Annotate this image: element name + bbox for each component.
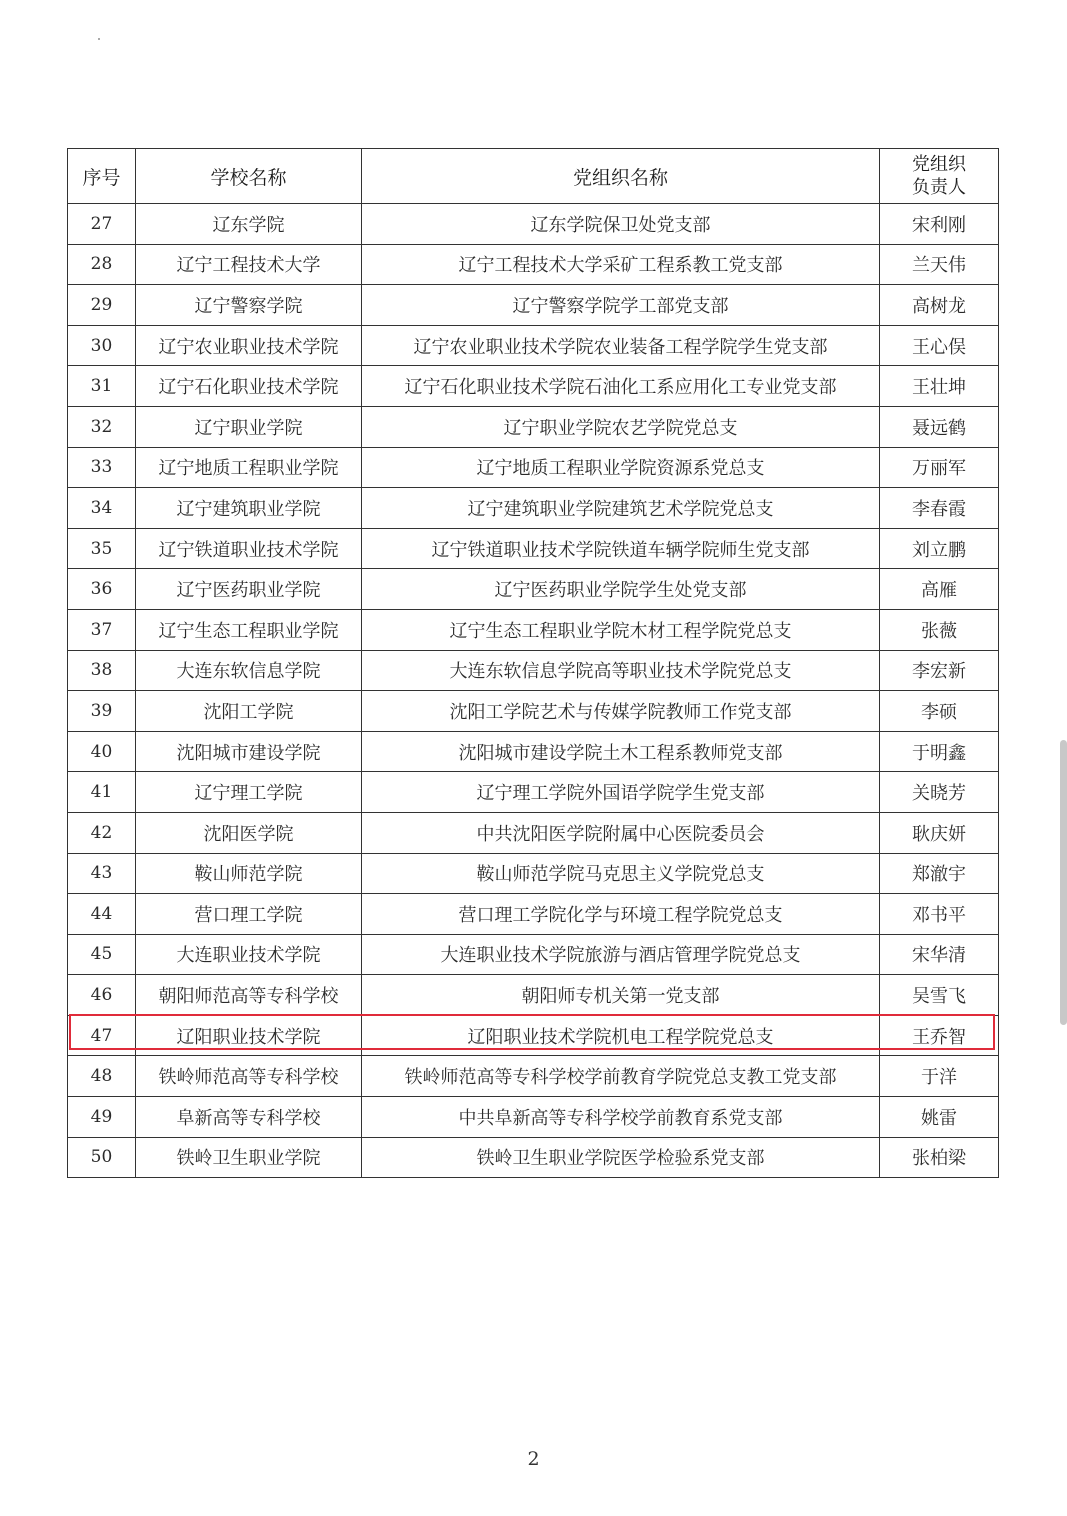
cell-seq: 33 <box>68 447 136 488</box>
cell-org: 营口理工学院化学与环境工程学院党总支 <box>362 894 880 935</box>
cell-seq: 30 <box>68 325 136 366</box>
cell-leader: 万丽军 <box>880 447 999 488</box>
header-school: 学校名称 <box>136 149 362 204</box>
cell-school: 辽宁石化职业技术学院 <box>136 366 362 407</box>
cell-leader: 刘立鹏 <box>880 528 999 569</box>
cell-seq: 34 <box>68 488 136 529</box>
cell-school: 辽宁铁道职业技术学院 <box>136 528 362 569</box>
table-row <box>68 731 999 772</box>
table-row <box>68 1097 999 1138</box>
cell-seq: 43 <box>68 853 136 894</box>
cell-seq: 46 <box>68 975 136 1016</box>
table-row <box>68 853 999 894</box>
cell-org: 辽宁职业学院农艺学院党总支 <box>362 406 880 447</box>
cell-seq: 38 <box>68 650 136 691</box>
cell-school: 朝阳师范高等专科学校 <box>136 975 362 1016</box>
cell-seq: 42 <box>68 812 136 853</box>
cell-seq: 31 <box>68 366 136 407</box>
cell-org: 辽东学院保卫处党支部 <box>362 204 880 245</box>
cell-org: 辽宁石化职业技术学院石油化工系应用化工专业党支部 <box>362 366 880 407</box>
cell-leader: 关晓芳 <box>880 772 999 813</box>
cell-org: 辽宁生态工程职业学院木材工程学院党总支 <box>362 609 880 650</box>
cell-leader: 王乔智 <box>880 1015 999 1056</box>
header-leader-line1: 党组织 <box>912 154 966 175</box>
cell-org: 辽宁地质工程职业学院资源系党总支 <box>362 447 880 488</box>
table-body <box>68 204 999 1178</box>
cell-org: 沈阳工学院艺术与传媒学院教师工作党支部 <box>362 691 880 732</box>
cell-org: 大连职业技术学院旅游与酒店管理学院党总支 <box>362 934 880 975</box>
table-row <box>68 975 999 1016</box>
cell-school: 辽宁农业职业技术学院 <box>136 325 362 366</box>
cell-seq: 37 <box>68 609 136 650</box>
cell-school: 沈阳城市建设学院 <box>136 731 362 772</box>
scrollbar-thumb[interactable] <box>1060 740 1067 1025</box>
cell-org: 中共沈阳医学院附属中心医院委员会 <box>362 812 880 853</box>
cell-school: 阜新高等专科学校 <box>136 1097 362 1138</box>
cell-school: 鞍山师范学院 <box>136 853 362 894</box>
cell-seq: 41 <box>68 772 136 813</box>
cell-seq: 36 <box>68 569 136 610</box>
table-header-row <box>68 149 999 204</box>
cell-school: 辽宁地质工程职业学院 <box>136 447 362 488</box>
cell-seq: 45 <box>68 934 136 975</box>
cell-seq: 35 <box>68 528 136 569</box>
cell-leader: 王壮坤 <box>880 366 999 407</box>
cell-org: 铁岭师范高等专科学校学前教育学院党总支教工党支部 <box>362 1056 880 1097</box>
cell-school: 沈阳医学院 <box>136 812 362 853</box>
cell-org: 辽宁建筑职业学院建筑艺术学院党总支 <box>362 488 880 529</box>
cell-school: 铁岭卫生职业学院 <box>136 1137 362 1178</box>
cell-org: 沈阳城市建设学院土木工程系教师党支部 <box>362 731 880 772</box>
cell-leader: 宋华清 <box>880 934 999 975</box>
cell-org: 大连东软信息学院高等职业技术学院党总支 <box>362 650 880 691</box>
cell-leader: 聂远鹤 <box>880 406 999 447</box>
table-row <box>68 569 999 610</box>
cell-org: 辽宁理工学院外国语学院学生党支部 <box>362 772 880 813</box>
cell-leader: 郑澈宇 <box>880 853 999 894</box>
cell-leader: 于明鑫 <box>880 731 999 772</box>
cell-leader: 高树龙 <box>880 285 999 326</box>
cell-seq: 50 <box>68 1137 136 1178</box>
header-seq: 序号 <box>68 149 136 204</box>
table-row <box>68 406 999 447</box>
cell-leader: 姚雷 <box>880 1097 999 1138</box>
table-row <box>68 528 999 569</box>
cell-seq: 39 <box>68 691 136 732</box>
cell-seq: 32 <box>68 406 136 447</box>
table-row <box>68 934 999 975</box>
cell-org: 辽宁医药职业学院学生处党支部 <box>362 569 880 610</box>
cell-org: 辽宁农业职业技术学院农业装备工程学院学生党支部 <box>362 325 880 366</box>
cell-leader: 李春霞 <box>880 488 999 529</box>
cell-leader: 宋利刚 <box>880 204 999 245</box>
cell-school: 辽东学院 <box>136 204 362 245</box>
table-row <box>68 772 999 813</box>
table-row <box>68 366 999 407</box>
cell-org: 朝阳师专机关第一党支部 <box>362 975 880 1016</box>
table-row <box>68 609 999 650</box>
header-leader <box>880 149 999 204</box>
cell-org: 辽宁铁道职业技术学院铁道车辆学院师生党支部 <box>362 528 880 569</box>
cell-org: 中共阜新高等专科学校学前教育系党支部 <box>362 1097 880 1138</box>
table-row <box>68 1137 999 1178</box>
cell-school: 辽宁医药职业学院 <box>136 569 362 610</box>
table-row <box>68 812 999 853</box>
table-row <box>68 1056 999 1097</box>
cell-school: 辽宁职业学院 <box>136 406 362 447</box>
cell-leader: 邓书平 <box>880 894 999 935</box>
cell-org: 铁岭卫生职业学院医学检验系党支部 <box>362 1137 880 1178</box>
cell-leader: 张薇 <box>880 609 999 650</box>
table-row <box>68 447 999 488</box>
cell-seq: 48 <box>68 1056 136 1097</box>
cell-school: 辽宁生态工程职业学院 <box>136 609 362 650</box>
cell-leader: 兰天伟 <box>880 244 999 285</box>
cell-school: 辽宁警察学院 <box>136 285 362 326</box>
page-number: 2 <box>527 1448 540 1470</box>
cell-leader: 耿庆妍 <box>880 812 999 853</box>
cell-leader: 高雁 <box>880 569 999 610</box>
cell-school: 辽宁建筑职业学院 <box>136 488 362 529</box>
organization-table-container <box>67 148 998 1178</box>
cell-school: 大连东软信息学院 <box>136 650 362 691</box>
cell-school: 营口理工学院 <box>136 894 362 935</box>
table-row <box>68 285 999 326</box>
cell-seq: 28 <box>68 244 136 285</box>
cell-seq: 44 <box>68 894 136 935</box>
table-row <box>68 894 999 935</box>
table-row <box>68 650 999 691</box>
cell-seq: 47 <box>68 1015 136 1056</box>
cell-school: 沈阳工学院 <box>136 691 362 732</box>
cell-leader: 吴雪飞 <box>880 975 999 1016</box>
cell-org: 辽宁警察学院学工部党支部 <box>362 285 880 326</box>
cell-school: 铁岭师范高等专科学校 <box>136 1056 362 1097</box>
cell-org: 鞍山师范学院马克思主义学院党总支 <box>362 853 880 894</box>
cell-leader: 李硕 <box>880 691 999 732</box>
cell-seq: 27 <box>68 204 136 245</box>
table-row <box>68 204 999 245</box>
cell-school: 辽宁工程技术大学 <box>136 244 362 285</box>
table-row <box>68 488 999 529</box>
cell-school: 大连职业技术学院 <box>136 934 362 975</box>
cell-org: 辽阳职业技术学院机电工程学院党总支 <box>362 1015 880 1056</box>
table-row <box>68 691 999 732</box>
organization-table <box>67 148 999 1178</box>
cell-leader: 于洋 <box>880 1056 999 1097</box>
cell-school: 辽阳职业技术学院 <box>136 1015 362 1056</box>
header-org: 党组织名称 <box>362 149 880 204</box>
cell-leader: 张柏梁 <box>880 1137 999 1178</box>
cell-org: 辽宁工程技术大学采矿工程系教工党支部 <box>362 244 880 285</box>
cell-seq: 49 <box>68 1097 136 1138</box>
table-row <box>68 1015 999 1056</box>
header-leader-line2: 负责人 <box>912 177 966 198</box>
cell-school: 辽宁理工学院 <box>136 772 362 813</box>
table-row <box>68 244 999 285</box>
cell-seq: 29 <box>68 285 136 326</box>
scan-speck <box>98 38 100 40</box>
table-row <box>68 325 999 366</box>
cell-seq: 40 <box>68 731 136 772</box>
cell-leader: 李宏新 <box>880 650 999 691</box>
cell-leader: 王心俣 <box>880 325 999 366</box>
